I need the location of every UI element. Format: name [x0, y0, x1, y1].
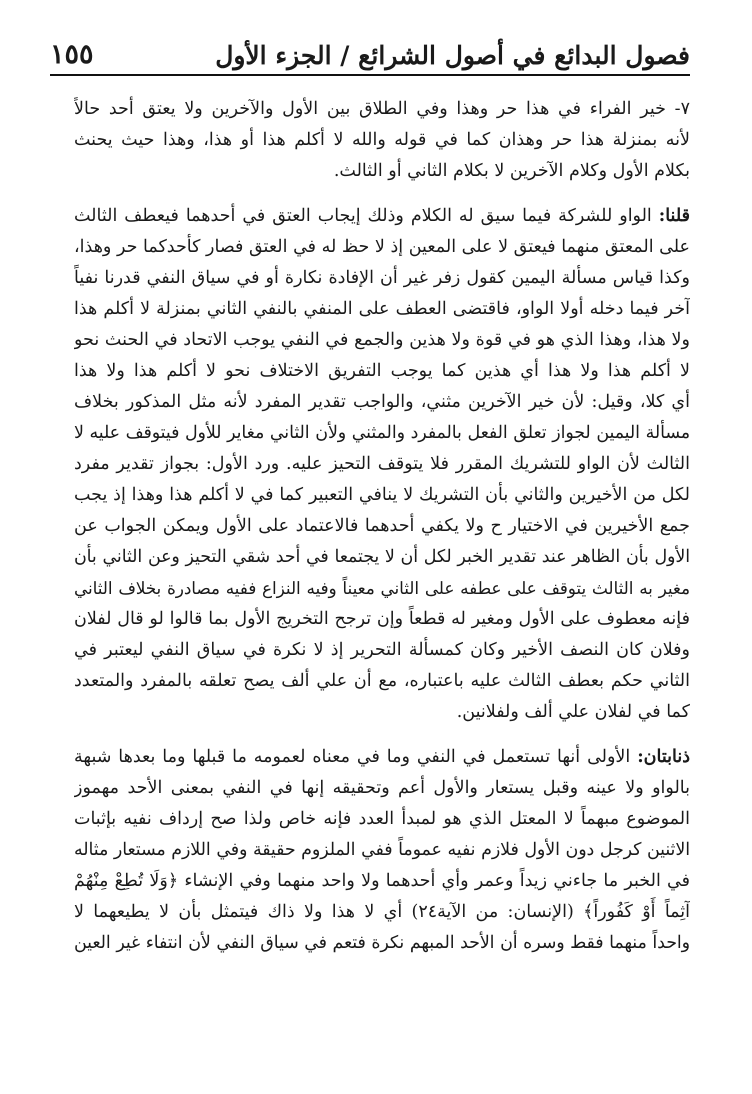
text-line: وكذا قياس مسألة اليمين كقول زفر غير أن الإفادة نكارة أو في سياق النفي قدرنا نفياً: [74, 268, 690, 288]
text-line: ولا هذا، وهذا الذي هو في قوة ولا هذين والجمع في النفي يوجب الاتحاد في الحنث نحو: [74, 330, 690, 350]
text-line: لكل من الأخيرين والثاني بأن التشريك لا ينافي التعبير كما في لا أكلم هذا وهذا إذ يجب: [74, 485, 690, 505]
paragraph-lead: ذنابتان:: [637, 747, 690, 767]
text-line: مغير به الثالث يتوقف على عطفه على الثاني معيناً وفيه النزاع ففيه مصادرة بخلاف الثاني: [74, 578, 690, 598]
text-line: ٧- خير الفراء في هذا حر وهذا وفي الطلاق بين الأول والآخرين ولا يعتق أحد حالاً: [74, 99, 690, 119]
text-line: بالواو ولا عينه وقبل يستعار والأول أعم وتحقيقه إنها في النفي بمعنى الأحد مهموز: [74, 778, 690, 798]
text-line: الثاني حكم بعطف الثالث عليه باعتباره، مع أن علي ألف يصح تعلقه بالمفرد والمتعدد: [74, 671, 690, 691]
paragraph-qulna: [74, 201, 690, 728]
text-line: لا أكلم هذا ولا هذا أي هذين كما يوجب التفريق الاختلاف نحو لا أكلم هذا ولا هذا: [74, 361, 690, 381]
text-line: جمع الأخيرين في الاختيار ح ولا يكفي أحدهما فالاعتماد على الأول ويمكن الجواب عن: [74, 516, 690, 536]
paragraph-lead: قلنا:: [658, 206, 690, 226]
paragraph-dhunabatan: [74, 742, 690, 959]
line-text: الأولى أنها تستعمل في النفي وما في معناه لعمومه ما قبلها وما بعدها شبهة: [74, 747, 638, 767]
text-line: الأول بأن الظاهر عند تقدير الخبر لكل أن لا يجتمعا في أحد شقي التحيز وعن الثاني بأن: [74, 547, 690, 567]
text-line: الموضوع مبهماً لا المعتل الذي هو لمبدأ العدد فإنه خاص ولذا صح إرداف نفيه بإثبات: [74, 809, 690, 829]
text-line: بكلام الأول وكلام الآخرين لا بكلام الثاني أو الثالث.: [333, 161, 690, 181]
text-line: وفلان كان النصف الأخير وكان كمسألة التحرير إذ لا نكرة في سياق النفي ليعتبر في: [74, 640, 690, 660]
line-text: الواو للشركة فيما سيق له الكلام وذلك إيجاب العتق في أحدهما فيعطف الثالث: [74, 206, 659, 226]
text-line: على المعتق منهما فيعتق لا على المعين إذ لا حظ له في العتق فصار كأحدكما حر وهذا،: [74, 237, 690, 257]
text-line: فإنه معطوف على الأول ومغير له قطعاً وإن ترجح التخريج الأول بما قالوا لو قال لفلان: [74, 609, 690, 629]
text-line: [74, 201, 690, 232]
text-line: آخر فيما دخله أولا الواو، فاقتضى العطف على المنفي بالنفي الثاني بمنزلة لا أكلم هذا: [74, 299, 690, 319]
text-line: واحداً منهما فقط وسره أن الأحد المبهم نكرة فتعم في سياق النفي لأن انتفاء غير العين: [74, 933, 690, 953]
page-number: ١٥٥: [50, 39, 94, 70]
text-line: في الخبر ما جاءني زيداً وعمر وأي أحدهما ولا واحد منهما وفي الإنشاء ﴿وَلَا تُطِعْ مِنْهُمْ: [74, 871, 690, 891]
page-body: [74, 94, 690, 973]
text-line: مسألة اليمين لجواز تعلق الفعل بالمفرد والمثني ولأن الثاني مغاير للأول فيتوقف عليه لا: [74, 423, 690, 443]
text-line: [74, 742, 690, 773]
book-title: فصول البدائع في أصول الشرائع / الجزء الأول: [215, 41, 690, 70]
text-line: كما في لفلان علي ألف ولفلانين.: [456, 702, 690, 722]
text-line: الاثنين كرجل دون الأول فلازم نفيه عموماً ففي الملزوم حقيقة وفي اللازم مستعار مثاله: [74, 840, 690, 860]
running-header: [50, 32, 690, 76]
text-line: أي كلا، وقيل: لأن خير الآخرين مثني، والواجب تقدير المفرد لأنه مثل المذكور بخلاف: [74, 392, 690, 412]
text-line: لأنه بمنزلة هذا حر وهذان كما في قوله والله لا أكلم هذا أو هذا، وهذا حيث يحنث: [74, 130, 690, 150]
text-line: آثِماً أَوْ كَفُوراً﴾ (الإنسان: من الآية٢٤) أي لا هذا ولا ذاك فيتمثل بأن لا يطيعهما لا: [74, 902, 690, 922]
paragraph-item-7: [74, 94, 690, 187]
text-line: الثالث لأن الواو للتشريك المقرر فلا يتوقف التحيز عليه. ورد الأول: بجواز تقدير مفرد: [74, 454, 690, 474]
